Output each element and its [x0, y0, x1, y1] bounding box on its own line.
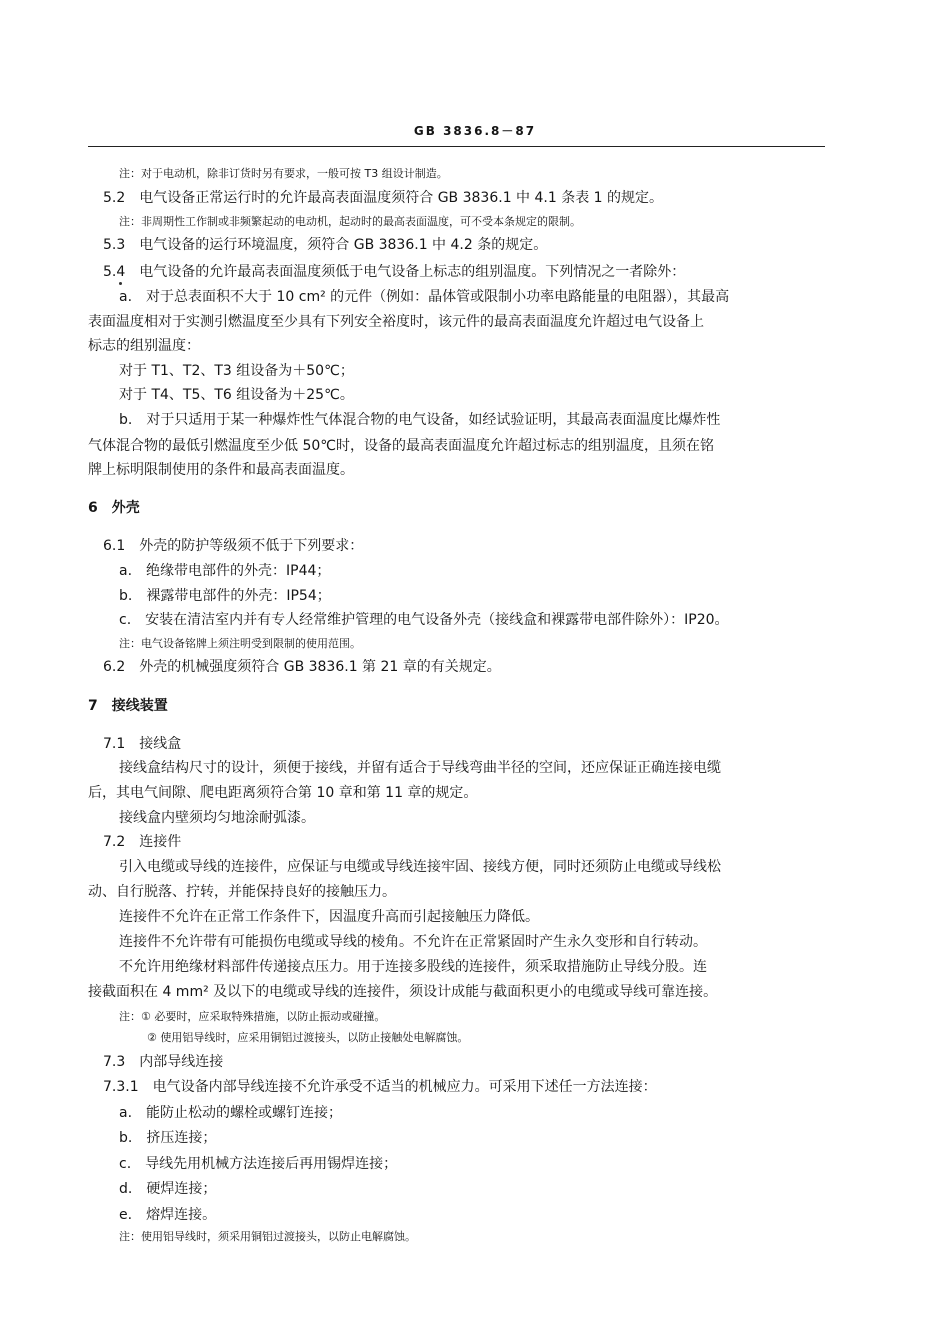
item-6-1-a: a. 绝缘带电部件的外壳：IP44； — [119, 563, 331, 579]
item-7-3-1-c: c. 导线先用机械方法连接后再用锡焊连接； — [119, 1156, 398, 1172]
paragraph-line: 对于 T1、T2、T3 组设备为＋50℃； — [119, 363, 354, 379]
section-6-heading: 6 外壳 — [88, 500, 140, 516]
item-5-4-a: a. 对于总表面积不大于 10 cm² 的元件（例如：晶体管或限制小功率电路能量的电阻器），其最高 — [119, 289, 730, 305]
paragraph-line: 连接件不允许带有可能损伤电缆或导线的棱角。不允许在正常紧固时产生永久变形和自行转动。 — [119, 934, 707, 950]
paragraph-line: 引入电缆或导线的连接件，应保证与电缆或导线连接牢固、接线方便，同时还须防止电缆或导线松 — [119, 859, 721, 875]
clause-7-2: 7.2 连接件 — [103, 834, 182, 850]
clause-7-3: 7.3 内部导线连接 — [103, 1054, 224, 1070]
paragraph-line: 不允许用绝缘材料部件传递接点压力。用于连接多股线的连接件，须采取措施防止导线分股。连 — [119, 959, 707, 975]
scan-speck — [119, 282, 122, 285]
page-header: GB 3836.8－87 — [413, 124, 537, 138]
clause-6-1: 6.1 外壳的防护等级须不低于下列要求： — [103, 538, 364, 554]
item-7-3-1-d: d. 硬焊连接； — [119, 1181, 217, 1197]
paragraph-line: 接截面积在 4 mm² 及以下的电缆或导线的连接件，须设计成能与截面积更小的电缆或导线可靠连接。 — [88, 984, 718, 1000]
item-5-4-b: b. 对于只适用于某一种爆炸性气体混合物的电气设备，如经试验证明，其最高表面温度比爆炸性 — [119, 412, 721, 428]
section-7-heading: 7 接线装置 — [88, 698, 168, 714]
paragraph-line: 标志的组别温度： — [88, 338, 200, 354]
note-5-2: 注：非周期性工作制或非频繁起动的电动机，起动时的最高表面温度，可不受本条规定的限制。 — [119, 215, 581, 228]
paragraph-line: 对于 T4、T5、T6 组设备为＋25℃。 — [119, 387, 354, 403]
paragraph-line: 表面温度相对于实测引燃温度至少具有下列安全裕度时，该元件的最高表面温度允许超过电气设备上 — [88, 314, 704, 330]
item-6-1-c: c. 安装在清洁室内并有专人经常维护管理的电气设备外壳（接线盒和裸露带电部件除外）：IP20。 — [119, 612, 729, 628]
paragraph-line: 连接件不允许在正常工作条件下，因温度升高而引起接触压力降低。 — [119, 909, 539, 925]
note-7-2-1: 注：① 必要时，应采取特殊措施，以防止振动或碰撞。 — [119, 1010, 386, 1023]
clause-7-1: 7.1 接线盒 — [103, 736, 182, 752]
note-6-1: 注：电气设备铭牌上须注明受到限制的使用范围。 — [119, 637, 361, 650]
item-7-3-1-a: a. 能防止松动的螺栓或螺钉连接； — [119, 1105, 343, 1121]
note-7-2-2: ② 使用铝导线时，应采用铜铝过渡接头，以防止接触处电解腐蚀。 — [147, 1031, 469, 1044]
paragraph-line: 接线盒内壁须均匀地涂耐弧漆。 — [119, 810, 315, 826]
paragraph-line: 接线盒结构尺寸的设计，须便于接线，并留有适合于导线弯曲半径的空间，还应保证正确连接电缆 — [119, 760, 721, 776]
clause-7-3-1: 7.3.1 电气设备内部导线连接不允许承受不适当的机械应力。可采用下述任一方法连接： — [103, 1079, 657, 1095]
clause-6-2: 6.2 外壳的机械强度须符合 GB 3836.1 第 21 章的有关规定。 — [103, 659, 501, 675]
note-5-1: 注：对于电动机，除非订货时另有要求，一般可按 T3 组设计制造。 — [119, 167, 448, 180]
paragraph-line: 后，其电气间隙、爬电距离须符合第 10 章和第 11 章的规定。 — [88, 785, 478, 801]
item-7-3-1-b: b. 挤压连接； — [119, 1130, 217, 1146]
paragraph-line: 动、自行脱落、拧转，并能保持良好的接触压力。 — [88, 884, 396, 900]
item-6-1-b: b. 裸露带电部件的外壳：IP54； — [119, 588, 331, 604]
paragraph-line: 气体混合物的最低引燃温度至少低 50℃时，设备的最高表面温度允许超过标志的组别温度，且须在铭 — [88, 438, 714, 454]
header-rule — [88, 146, 825, 147]
item-7-3-1-e: e. 熔焊连接。 — [119, 1207, 217, 1223]
note-7-3-1: 注：使用铝导线时，须采用铜铝过渡接头，以防止电解腐蚀。 — [119, 1230, 416, 1243]
clause-5-4: 5.4 电气设备的允许最高表面温度须低于电气设备上标志的组别温度。下列情况之一者除外： — [103, 264, 686, 280]
clause-5-2: 5.2 电气设备正常运行时的允许最高表面温度须符合 GB 3836.1 中 4.1 条表 1 的规定。 — [103, 190, 664, 206]
paragraph-line: 牌上标明限制使用的条件和最高表面温度。 — [88, 462, 354, 478]
clause-5-3: 5.3 电气设备的运行环境温度，须符合 GB 3836.1 中 4.2 条的规定。 — [103, 237, 548, 253]
